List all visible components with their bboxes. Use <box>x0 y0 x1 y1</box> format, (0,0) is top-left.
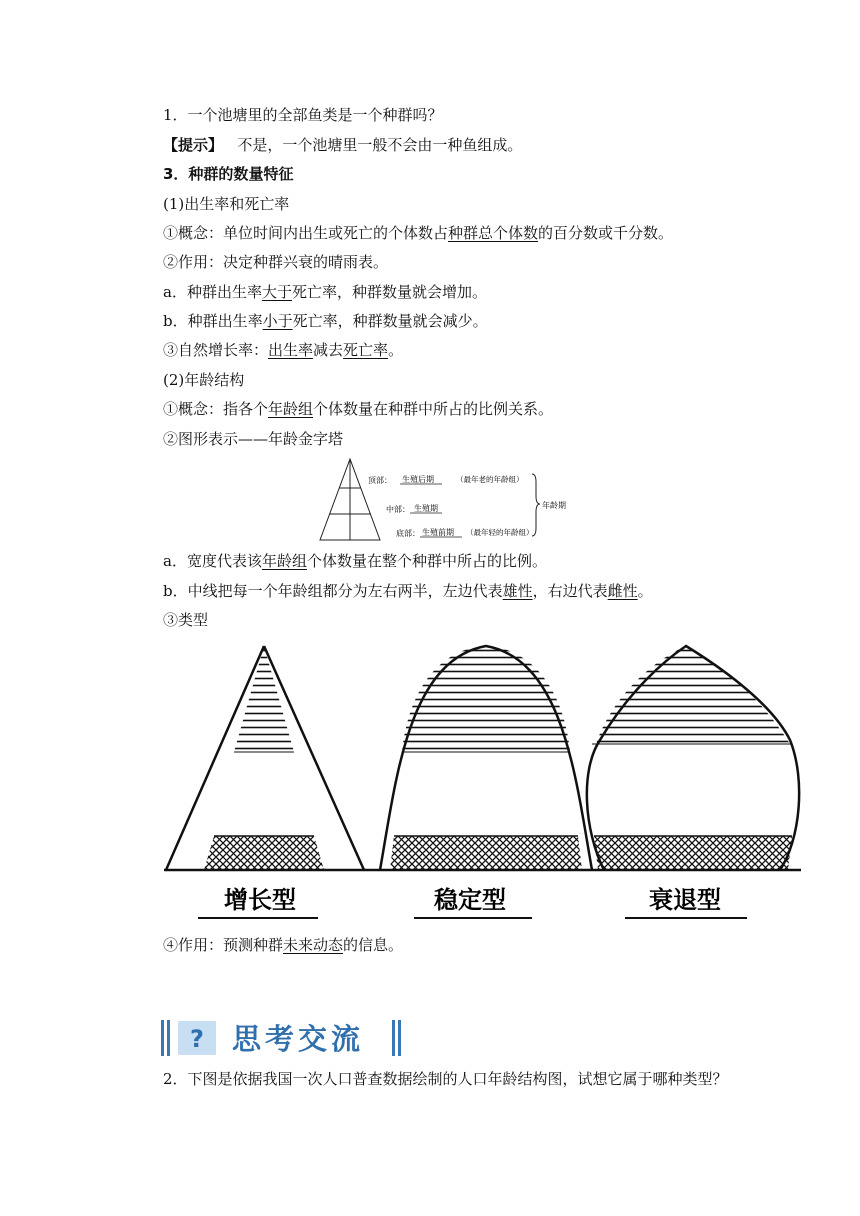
brace <box>532 474 540 536</box>
blank: 出生率 <box>268 341 314 359</box>
hint-label: 【提示】 <box>163 136 224 154</box>
top-note: （最年老的年龄组） <box>456 475 524 484</box>
concept-age-structure <box>163 399 553 419</box>
text: a．种群出生率 <box>163 283 262 301</box>
pyramid-types-figure <box>160 640 805 930</box>
text: 死亡率，种群数量就会增加。 <box>291 283 487 301</box>
blank: 大于 <box>261 283 292 301</box>
stable-type-label: 稳定型 <box>434 886 506 914</box>
concept-birth-death <box>163 223 673 243</box>
mid-label: 中部： <box>386 505 410 514</box>
section-title: 3．种群的数量特征 <box>163 165 294 183</box>
text: 个体数量在种群中所占的比例关系。 <box>313 400 554 418</box>
types-title: ③类型 <box>163 611 209 629</box>
top-label: 顶部： <box>368 476 392 485</box>
text: ①概念：指各个 <box>163 400 269 418</box>
role-birth-death: ②作用：决定种群兴衰的晴雨表。 <box>163 253 389 271</box>
text: 死亡率，种群数量就会减少。 <box>292 312 488 330</box>
width-meaning <box>163 551 547 571</box>
subsection-age-structure: (2)年龄结构 <box>163 371 245 389</box>
growth-type-pyramid <box>166 646 364 870</box>
question-icon-glyph: ? <box>190 1025 204 1053</box>
bottom-note: （最年轻的年龄组） <box>466 528 534 537</box>
text: ①概念：单位时间内出生或死亡的个体数占 <box>163 224 449 242</box>
question-1: 1．一个池塘里的全部鱼类是一个种群吗？ <box>163 106 443 124</box>
point-a-increase <box>163 282 487 302</box>
text: b．中线把每一个年龄组都分为左右两半，左边代表 <box>163 582 503 600</box>
point-b-decrease <box>163 311 488 331</box>
blank: 种群总个体数 <box>448 224 539 242</box>
think-exchange-banner <box>160 1018 410 1058</box>
text: 的信息。 <box>343 936 404 954</box>
blank: 小于 <box>262 312 293 330</box>
mid-value: 生殖期 <box>414 504 438 513</box>
text: 的百分数或千分数。 <box>538 224 674 242</box>
bottom-label: 底部： <box>396 529 420 538</box>
natural-growth-rate <box>163 340 403 360</box>
decline-type-pyramid <box>587 646 799 870</box>
text: ④作用：预测种群 <box>163 936 284 954</box>
banner-title: 思考交流 <box>232 1022 365 1056</box>
age-pyramid-diagram <box>318 456 568 546</box>
blank: 年龄组 <box>268 400 314 418</box>
stable-type-pyramid <box>380 646 592 870</box>
blank: 雄性 <box>502 582 533 600</box>
midline-meaning <box>163 581 653 601</box>
text: ③自然增长率： <box>163 341 269 359</box>
hint-text: 不是，一个池塘里一般不会由一种鱼组成。 <box>237 136 523 154</box>
text: a．宽度代表该 <box>163 552 262 570</box>
hint-1 <box>163 135 522 155</box>
growth-type-label: 增长型 <box>224 886 296 914</box>
blank: 年龄组 <box>261 552 307 570</box>
bottom-value: 生殖前期 <box>422 528 454 537</box>
graph-representation: ②图形表示——年龄金字塔 <box>163 430 344 448</box>
blank: 雌性 <box>607 582 638 600</box>
brace-label: 年龄期 <box>542 501 566 510</box>
text: 。 <box>637 582 653 600</box>
blank: 死亡率 <box>343 341 389 359</box>
decline-type-label: 衰退型 <box>649 886 721 914</box>
text: b．种群出生率 <box>163 312 263 330</box>
text: 个体数量在整个种群中所占的比例。 <box>306 552 547 570</box>
subsection-birth-death: (1)出生率和死亡率 <box>163 195 290 213</box>
text: ，右边代表 <box>532 582 608 600</box>
text: 。 <box>388 341 404 359</box>
blank: 未来动态 <box>283 936 344 954</box>
role-age-structure <box>163 935 403 955</box>
text: 减去 <box>313 341 344 359</box>
top-value: 生殖后期 <box>402 475 434 484</box>
question-2: 2．下图是依据我国一次人口普查数据绘制的人口年龄结构图，试想它属于哪种类型？ <box>163 1070 728 1088</box>
